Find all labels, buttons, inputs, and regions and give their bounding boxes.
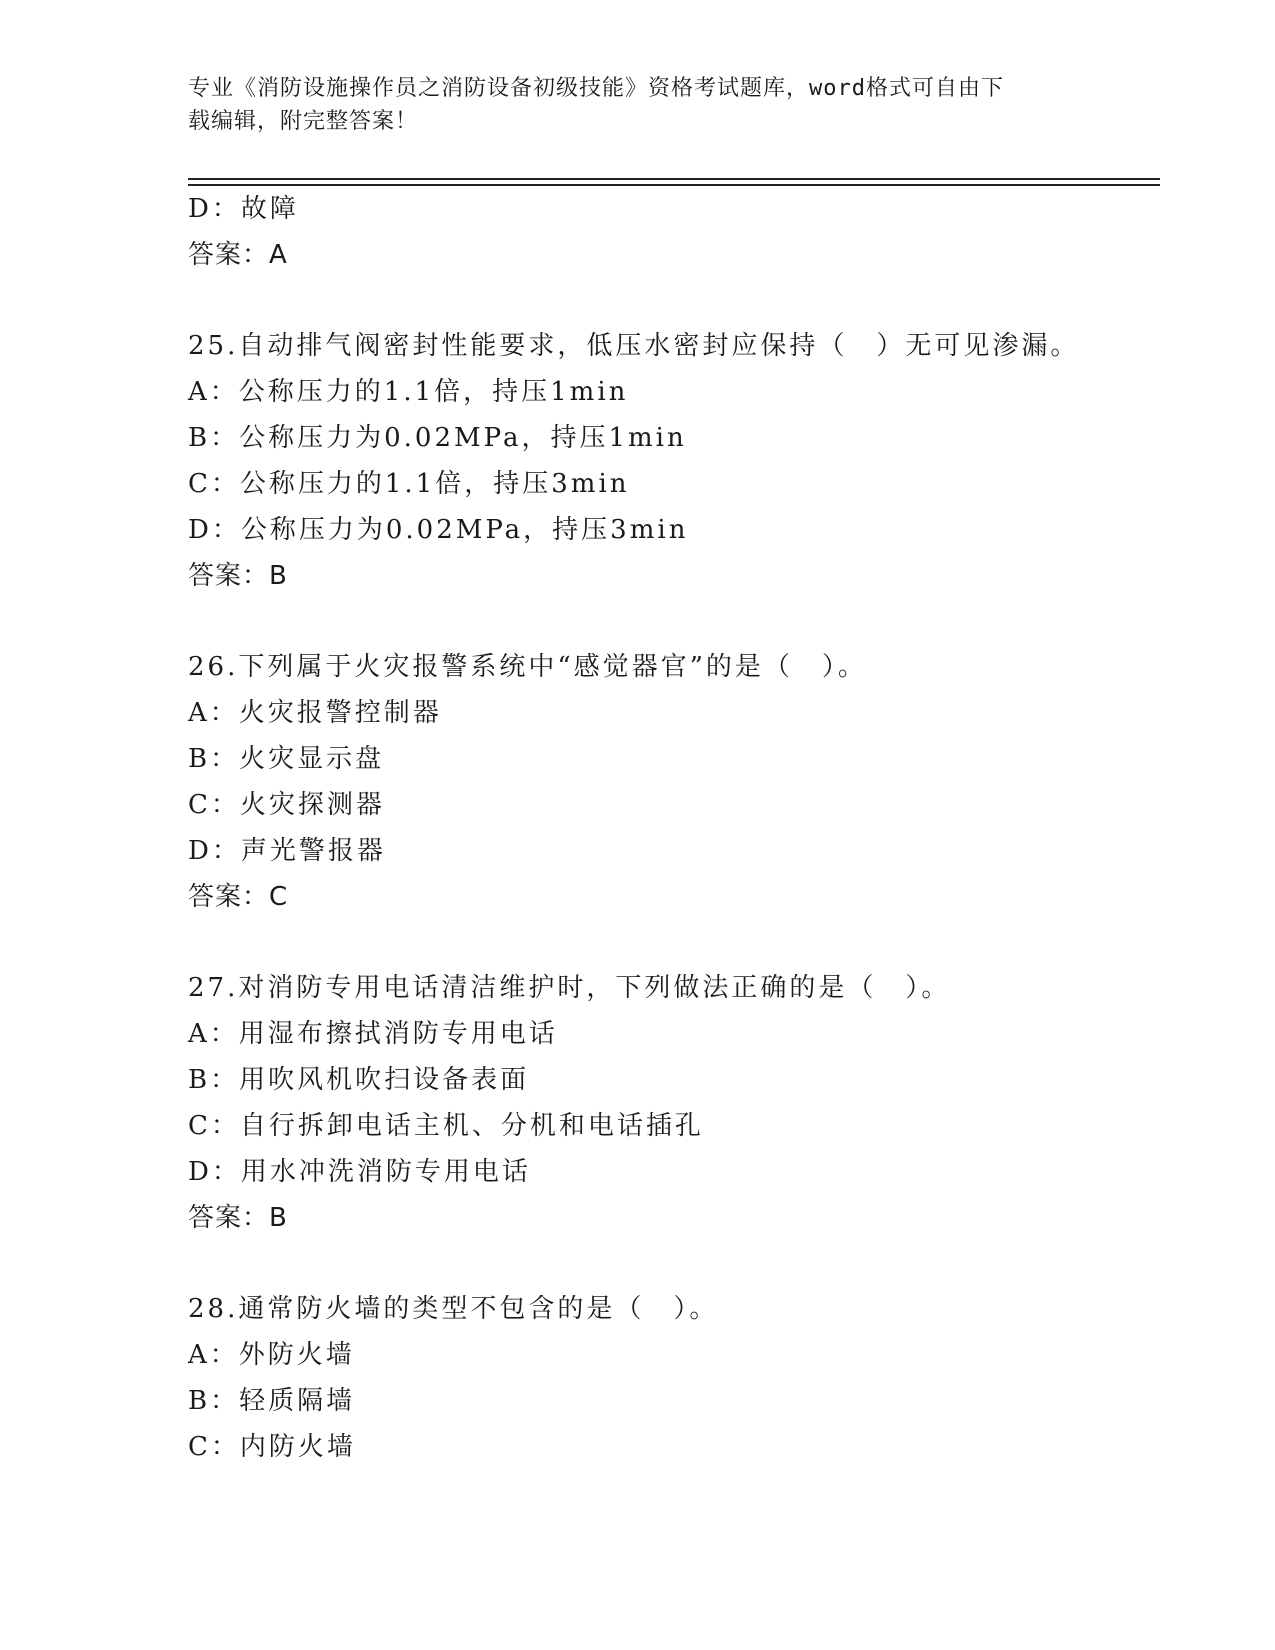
header-line-1: 专业《消防设施操作员之消防设备初级技能》资格考试题库，word格式可自由下: [188, 76, 1004, 101]
option-a: A：外防火墙: [188, 1340, 355, 1370]
option-a: A：公称压力的1.1倍，持压1min: [188, 377, 629, 407]
question-text: 26.下列属于火灾报警系统中“感觉器官”的是（ ）。: [188, 652, 867, 682]
question-list: [188, 186, 1188, 1470]
option-a: A：用湿布擦拭消防专用电话: [188, 1019, 558, 1049]
answer: 答案：A: [188, 240, 288, 270]
option-b: B：轻质隔墙: [188, 1386, 356, 1416]
document-header: [188, 72, 1068, 138]
option-b: B：火灾显示盘: [188, 744, 385, 774]
option-b: B：用吹风机吹扫设备表面: [188, 1065, 530, 1095]
question-28: [188, 1286, 1188, 1470]
question-text: 27.对消防专用电话清洁维护时，下列做法正确的是（ ）。: [188, 973, 951, 1003]
answer: 答案：B: [188, 561, 288, 591]
answer: 答案：C: [188, 882, 289, 912]
question-25: [188, 323, 1188, 599]
option-c: C：内防火墙: [188, 1432, 356, 1462]
header-line-2: 载编辑，附完整答案！: [188, 109, 419, 134]
question-26: [188, 644, 1188, 920]
question-27: [188, 965, 1188, 1241]
header-divider-top: [188, 178, 1160, 180]
answer: 答案：B: [188, 1203, 288, 1233]
option-d: D：用水冲洗消防专用电话: [188, 1157, 531, 1187]
option-d: D：故障: [188, 194, 299, 224]
option-d: D：公称压力为0.02MPa，持压3min: [188, 515, 689, 545]
option-c: C：火灾探测器: [188, 790, 385, 820]
question-text: 25.自动排气阀密封性能要求，低压水密封应保持（ ）无可见渗漏。: [188, 331, 1080, 361]
option-c: C：公称压力的1.1倍，持压3min: [188, 469, 630, 499]
option-d: D：声光警报器: [188, 836, 386, 866]
question-text: 28.通常防火墙的类型不包含的是（ ）。: [188, 1294, 719, 1324]
option-c: C：自行拆卸电话主机、分机和电话插孔: [188, 1111, 704, 1141]
option-a: A：火灾报警控制器: [188, 698, 442, 728]
option-b: B：公称压力为0.02MPa，持压1min: [188, 423, 687, 453]
